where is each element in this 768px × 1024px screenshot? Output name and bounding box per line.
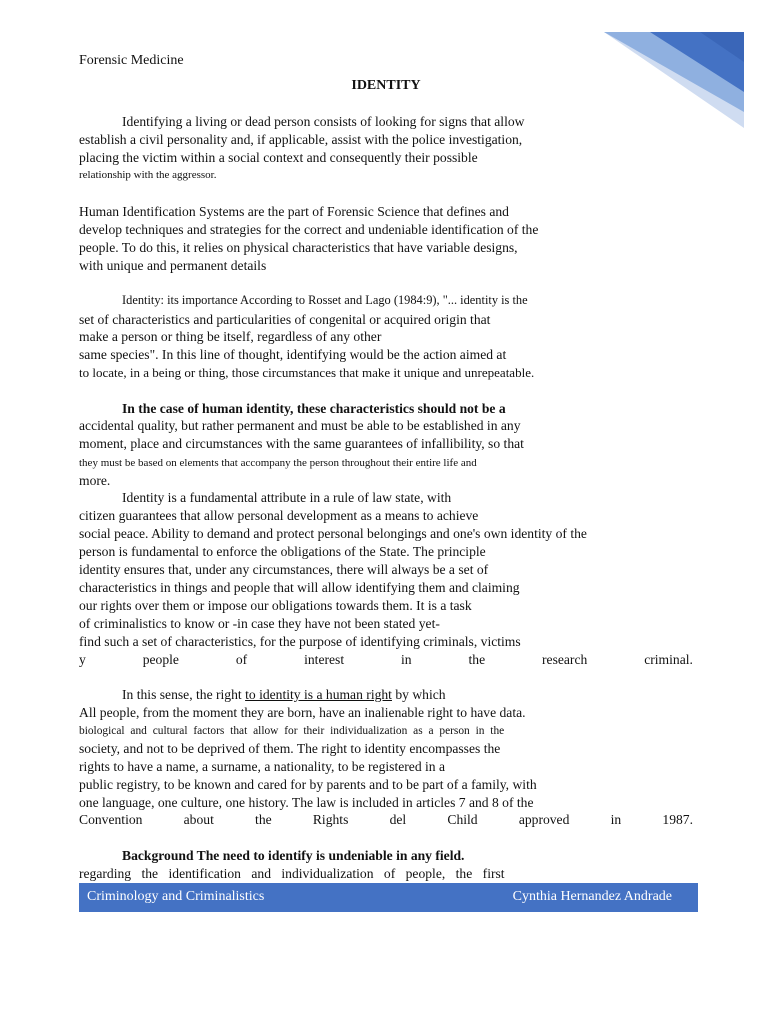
text-line: Identifying a living or dead person consists of looking for signs that allow xyxy=(122,114,525,129)
text-line: Human Identification Systems are the part of Forensic Science that defines and xyxy=(79,204,509,219)
word: Child xyxy=(447,812,478,827)
text-line: develop techniques and strategies for the correct and undeniable identification of the xyxy=(79,222,539,237)
word: Rights xyxy=(312,812,349,827)
text-line: society, and not to be deprived of them. The right to identity encompasses the xyxy=(79,741,501,756)
underlined-phrase: to identity is a human right xyxy=(245,687,392,702)
word: the xyxy=(255,812,272,827)
text-line: public registry, to be known and cared for by parents and to be part of a family, with xyxy=(79,777,537,792)
text-line: identity ensures that, under any circumstances, there will always be a set of xyxy=(79,562,489,577)
footer-left-text: Criminology and Criminalistics xyxy=(87,889,265,904)
text-line: citizen guarantees that allow personal development as a means to achieve xyxy=(79,508,479,523)
text-line: find such a set of characteristics, for the purpose of identifying criminals, victims xyxy=(79,634,521,649)
word: in xyxy=(610,812,622,827)
text-line: All people, from the moment they are born, have an inalienable right to have data. xyxy=(79,705,526,720)
text-line: placing the victim within a social context and consequently their possible xyxy=(79,150,478,165)
page-footer xyxy=(79,883,698,912)
text-line: they must be based on elements that accompany the person throughout their entire life and xyxy=(79,457,477,469)
text-line: more. xyxy=(79,473,111,488)
document-title: IDENTITY xyxy=(351,78,421,93)
text-line: of criminalistics to know or -in case they have not been stated yet- xyxy=(79,616,440,631)
page-header: Forensic Medicine xyxy=(79,53,184,68)
word: y xyxy=(79,652,86,667)
word: interest xyxy=(304,652,345,667)
text-line: establish a civil personality and, if applicable, assist with the police investigation, xyxy=(79,132,523,147)
text-line: person is fundamental to enforce the obligations of the State. The principle xyxy=(79,544,486,559)
text-segment: In this sense, the right xyxy=(122,687,246,702)
text-line: same species". In this line of thought, identifying would be the action aimed at xyxy=(79,347,507,362)
text-line: with unique and permanent details xyxy=(79,258,267,273)
text-line: our rights over them or impose our obligations towards them. It is a task xyxy=(79,598,472,613)
text-line: relationship with the aggressor. xyxy=(79,169,217,181)
word: approved xyxy=(518,812,570,827)
word: del xyxy=(389,812,407,827)
word: the xyxy=(468,652,486,667)
text-line: accidental quality, but rather permanent and must be able to be established in any xyxy=(79,418,521,433)
text-line xyxy=(79,723,619,739)
text-line: regarding the identification and individualization of people, the first xyxy=(79,866,505,881)
text-line-justified xyxy=(79,812,693,828)
word: Convention xyxy=(79,812,143,827)
text-line xyxy=(122,687,446,703)
text-segment: biological and cultural factors that allow for their individualization as a person in the xyxy=(79,725,505,737)
text-line: people. To do this, it relies on physical characteristics that have variable designs, xyxy=(79,240,518,255)
word: criminal. xyxy=(644,652,693,667)
text-line: make a person or thing be itself, regardless of any other xyxy=(79,329,382,344)
text-line: one language, one culture, one history. The law is included in articles 7 and 8 of the xyxy=(79,795,534,810)
text-line: rights to have a name, a surname, a nationality, to be registered in a xyxy=(79,759,446,774)
text-line: set of characteristics and particularities of congenital or acquired origin that xyxy=(79,312,491,327)
word: about xyxy=(183,812,214,827)
text-line: to locate, in a being or thing, those circumstances that make it unique and unrepeatable. xyxy=(79,365,535,380)
text-line: Identity is a fundamental attribute in a rule of law state, with xyxy=(122,490,452,505)
text-line: social peace. Ability to demand and protect personal belongings and one's own identity of the xyxy=(79,526,587,541)
text-line: In the case of human identity, these characteristics should not be a xyxy=(122,401,506,416)
word: 1987. xyxy=(662,812,693,827)
text-line: characteristics in things and people that will allow identifying them and claiming xyxy=(79,580,520,595)
word: research xyxy=(542,652,588,667)
word: of xyxy=(235,652,248,667)
word: people xyxy=(142,652,179,667)
word: in xyxy=(401,652,412,667)
text-line: Background The need to identify is undeniable in any field. xyxy=(122,848,465,863)
text-line: Identity: its importance According to Rosset and Lago (1984:9), "... identity is the xyxy=(122,293,528,307)
text-line-justified xyxy=(79,652,693,668)
text-line: moment, place and circumstances with the same guarantees of infallibility, so that xyxy=(79,436,524,451)
footer-right-text: Cynthia Hernandez Andrade xyxy=(512,889,672,904)
text-segment: by which xyxy=(391,687,446,702)
